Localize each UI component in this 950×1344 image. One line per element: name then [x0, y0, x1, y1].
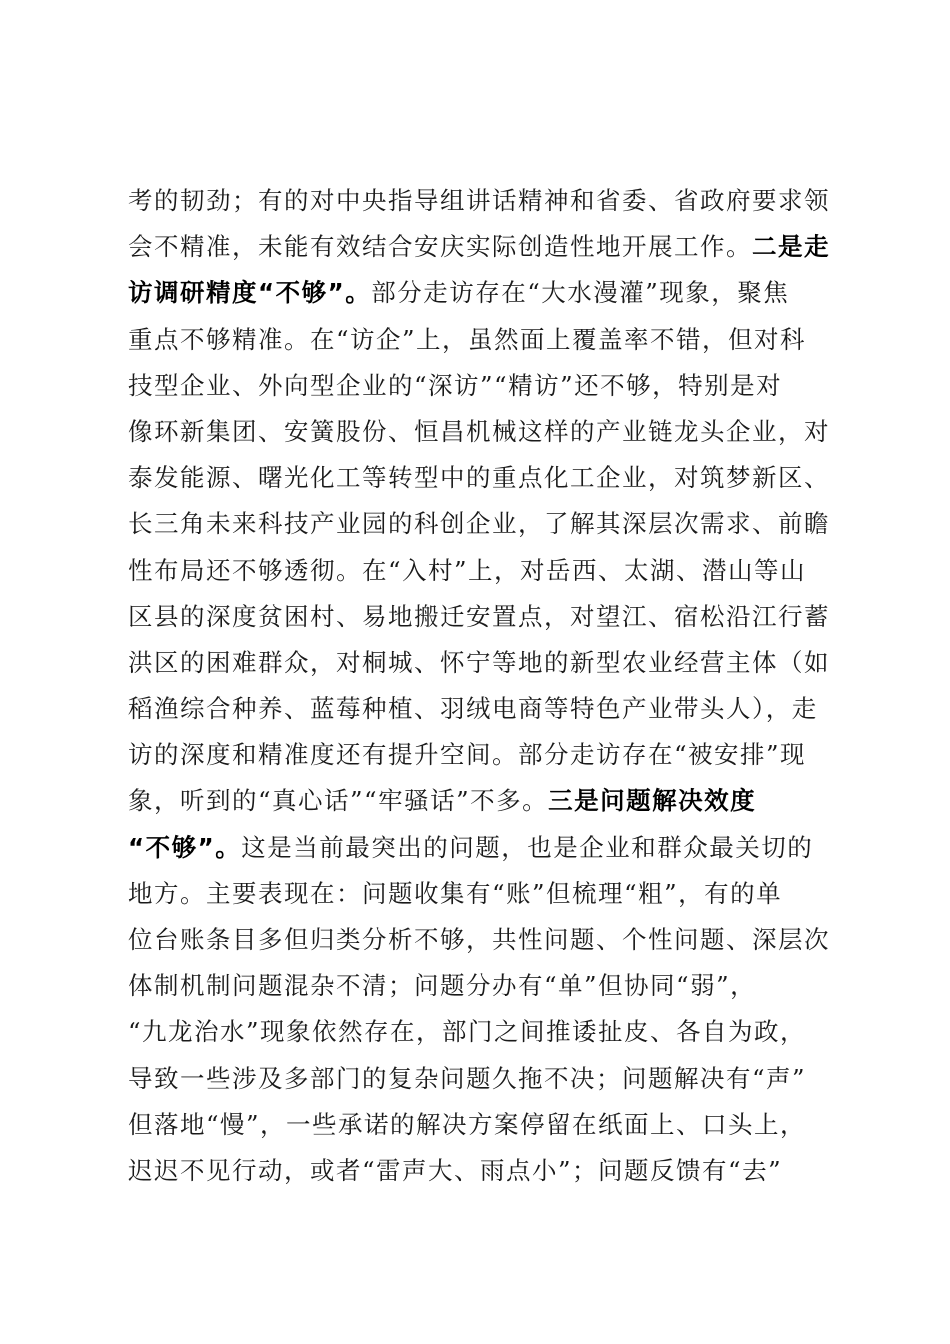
paragraph-text: 部分走访存在“大水漫灌”现象，聚焦	[371, 278, 790, 308]
paragraph-text: 导致一些涉及多部门的复杂问题久拖不决；问题解决有“声”	[128, 1063, 807, 1093]
paragraph-text: 区县的深度贫困村、易地搬迁安置点，对望江、宿松沿江行蓄	[128, 601, 830, 631]
text-line	[128, 409, 838, 455]
text-line	[128, 363, 838, 409]
bold-heading-text: “不够”。	[128, 832, 242, 862]
text-line	[128, 917, 838, 963]
paragraph-text: 会不精准，未能有效结合安庆实际创造性地开展工作。	[128, 232, 752, 262]
paragraph-text: 但落地“慢”，一些承诺的解决方案停留在纸面上、口头上，	[128, 1109, 807, 1139]
text-line	[128, 224, 838, 270]
text-line	[128, 963, 838, 1009]
paragraph-text: 考的韧劲；有的对中央指导组讲话精神和省委、省政府要求领	[128, 186, 830, 215]
paragraph-text: 地方。主要表现在：问题收集有“账”但梳理“粗”，有的单	[128, 878, 783, 908]
document-body-text	[128, 178, 838, 1194]
paragraph-text: 像环新集团、安簧股份、恒昌机械这样的产业链龙头企业，对	[128, 416, 830, 446]
paragraph-text: “九龙治水”现象依然存在，部门之间推诿扯皮、各自为政，	[128, 1017, 807, 1047]
bold-heading-text: 三是问题解决效度	[548, 786, 757, 816]
text-line	[128, 1102, 838, 1148]
text-line	[128, 501, 838, 547]
paragraph-text: 重点不够精准。在“访企”上，虽然面上覆盖率不错，但对科	[128, 324, 807, 354]
bold-heading-text: 二是走	[752, 232, 830, 262]
paragraph-text: 访的深度和精准度还有提升空间。部分走访存在“被安排”现	[128, 740, 807, 770]
paragraph-text: 性布局还不够透彻。在“入村”上，对岳西、太湖、潜山等山	[128, 555, 807, 585]
paragraph-text: 洪区的困难群众，对桐城、怀宁等地的新型农业经营主体（如	[128, 647, 830, 677]
paragraph-text: 象，听到的“真心话”“牢骚话”不多。	[128, 786, 549, 816]
paragraph-text: 迟迟不见行动，或者“雷声大、雨点小”；问题反馈有“去”	[128, 1155, 783, 1185]
text-line	[128, 455, 838, 501]
text-line	[128, 548, 838, 594]
paragraph-text: 这是当前最突出的问题，也是企业和群众最关切的	[241, 832, 814, 862]
text-line	[128, 178, 838, 224]
text-line	[128, 1148, 838, 1194]
text-line	[128, 640, 838, 686]
text-line	[128, 778, 838, 824]
paragraph-text: 长三角未来科技产业园的科创企业，了解其深层次需求、前瞻	[128, 509, 830, 539]
text-line	[128, 1056, 838, 1102]
paragraph-text: 位台账条目多但归类分析不够，共性问题、个性问题、深层次	[128, 925, 830, 954]
paragraph-text: 泰发能源、曙光化工等转型中的重点化工企业，对筑梦新区、	[128, 463, 830, 493]
text-line	[128, 825, 838, 871]
text-line	[128, 732, 838, 778]
paragraph-text: 稻渔综合种养、蓝莓种植、羽绒电商等特色产业带头人），走	[128, 694, 818, 724]
text-line	[128, 594, 838, 640]
paragraph-text: 技型企业、外向型企业的“深访”“精访”还不够，特别是对	[128, 370, 783, 400]
text-line	[128, 270, 838, 316]
paragraph-text: 体制机制问题混杂不清；问题分办有“单”但协同“弱”，	[128, 971, 757, 1001]
text-line	[128, 317, 838, 363]
text-line	[128, 871, 838, 917]
bold-heading-text: 访调研精度“不够”。	[128, 278, 372, 308]
text-line	[128, 686, 838, 732]
text-line	[128, 1009, 838, 1055]
